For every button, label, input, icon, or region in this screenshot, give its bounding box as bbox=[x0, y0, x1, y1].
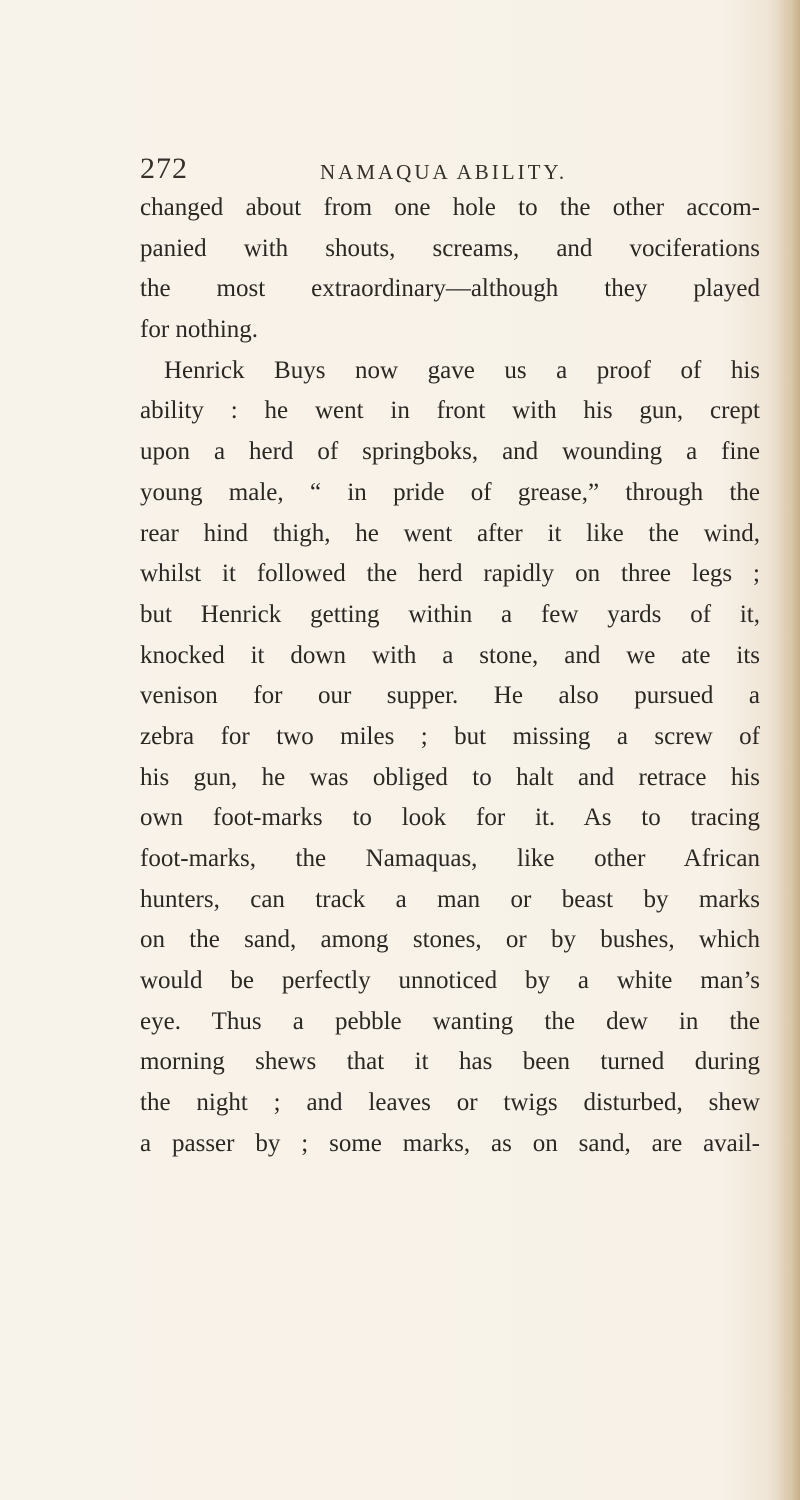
text-line: the night ; and leaves or twigs disturbed, shew bbox=[140, 1089, 760, 1117]
text-line: changed about from one hole to the other accom- bbox=[140, 194, 760, 221]
text-line: venison for our supper. He also pursued a bbox=[140, 682, 760, 710]
text-line: young male, “ in pride of grease,” through the bbox=[140, 478, 760, 506]
text-line: but Henrick getting within a few yards of it, bbox=[140, 600, 760, 628]
text-line: panied with shouts, screams, and vociferations bbox=[140, 234, 760, 262]
text-line: zebra for two miles ; but missing a screw of bbox=[140, 722, 760, 750]
text-line: Henrick Buys now gave us a proof of his bbox=[164, 356, 760, 384]
text-line: rear hind thigh, he went after it like the wind, bbox=[140, 519, 760, 547]
page-number: 272 bbox=[140, 152, 188, 185]
text-line: knocked it down with a stone, and we ate its bbox=[140, 641, 760, 669]
text-line: on the sand, among stones, or by bushes, which bbox=[140, 926, 760, 954]
text-line: foot-marks, the Namaquas, like other African bbox=[140, 845, 760, 872]
text-line: ability : he went in front with his gun, crept bbox=[140, 397, 760, 425]
running-title: NAMAQUA ABILITY. bbox=[320, 160, 568, 184]
text-line: morning shews that it has been turned during bbox=[140, 1048, 760, 1076]
text-line: the most extraordinary—although they played bbox=[140, 275, 760, 303]
text-line: for nothing. bbox=[140, 316, 259, 344]
page-edge-shadow bbox=[778, 0, 800, 1500]
text-line: would be perfectly unnoticed by a white man’s bbox=[140, 967, 760, 995]
text-line: own foot-marks to look for it. As to tracing bbox=[140, 804, 760, 832]
text-line: eye. Thus a pebble wanting the dew in the bbox=[140, 1007, 760, 1035]
text-line: a passer by ; some marks, as on sand, are avail- bbox=[140, 1129, 760, 1157]
body-text bbox=[140, 188, 760, 1165]
text-line: upon a herd of springboks, and wounding a fine bbox=[140, 438, 760, 466]
text-line: his gun, he was obliged to halt and retrace his bbox=[140, 763, 760, 791]
running-head bbox=[140, 152, 780, 192]
text-line: whilst it followed the herd rapidly on three legs ; bbox=[140, 560, 760, 588]
text-line: hunters, can track a man or beast by marks bbox=[140, 885, 760, 913]
